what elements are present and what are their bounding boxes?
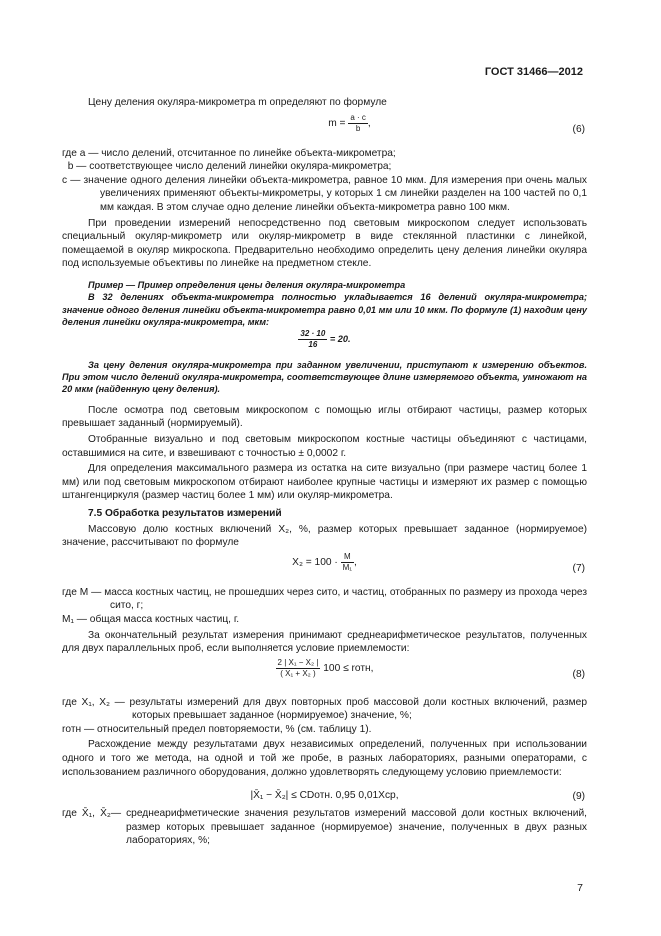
definition-desc: результаты измерений для двух повторных проб массовой доли костных включений, размер которых превышает заданное (нормируемое) значение, %;: [129, 696, 587, 722]
paragraph-selected-particles: Отобранные визуально и под световым микроскопом костные частицы объединяют с частицами, оставшимися на сите, и взвешивают с точностью ± 0,0002 г.: [62, 433, 587, 459]
definitions-4: [62, 807, 587, 848]
definition-m: [62, 586, 587, 613]
formula-9-number: (9): [572, 791, 585, 803]
definition-r: [62, 723, 587, 737]
paragraph-intro: Цену деления окуляра-микрометра m определяют по формуле: [88, 97, 387, 108]
definitions-1: [62, 147, 587, 215]
definition-term: где X₁, X₂ —: [62, 696, 130, 708]
formula-8-denominator: ( X₁ + X₂ ): [280, 668, 316, 678]
formula-9: [62, 781, 587, 807]
formula-6-lhs: m =: [328, 117, 346, 129]
formula-7-number: (7): [572, 562, 585, 574]
formula-6: [62, 113, 587, 147]
example-denominator: 16: [308, 339, 318, 349]
formula-6-denominator: b: [355, 123, 361, 133]
definition-x1-x2: [62, 696, 587, 723]
definition-x-bar: [62, 807, 587, 848]
formula-8: [62, 658, 587, 696]
example-fraction: [298, 329, 327, 350]
definition-a: [62, 147, 587, 161]
definition-b: [62, 160, 587, 174]
formula-9-body: |X̄₁ − X̄₂| ≤ CDотн. 0,95 0,01Xср,: [250, 790, 399, 802]
definition-term: c —: [62, 174, 84, 186]
paragraph-mass-fraction: Массовую долю костных включений X₂, %, размер которых превышает заданное (нормируемое) значение, рассчитывают по формуле: [62, 523, 587, 549]
formula-8-number: (8): [572, 668, 585, 680]
definition-desc: число делений, отсчитанное по линейке объекта-микрометра;: [101, 147, 396, 159]
definition-desc: соответствующее число делений линейки окуляра-микрометра;: [89, 161, 392, 173]
example-text-2: За цену деления окуляра-микрометра при заданном увеличении, приступают к измерению объектов. При этом число делений окуляра-микрометра, соответствующее длине измеряемого объекта, умножают на 20 мкм (найденную цену деления).: [62, 359, 587, 395]
section-heading: 7.5 Обработка результатов измерений: [88, 507, 282, 519]
formula-6-numerator: a · c: [350, 112, 366, 122]
formula-6-number: (6): [572, 123, 585, 135]
definition-term: b —: [67, 161, 90, 173]
formula-6-fraction: [348, 113, 368, 134]
formula-7-lhs: X₂ = 100 ·: [292, 556, 338, 568]
formula-6-tail: ,: [367, 117, 371, 129]
example-text-1: В 32 делениях объекта-микрометра полностью укладывается 16 делений окуляра-микрометра; значение одного деления линейки объекта-микрометра равно 0,01 мм или 10 мкм. По формуле (1) находим цену деления линейки окуляра-микрометра, мкм:: [62, 292, 587, 328]
definition-term: где M —: [62, 586, 105, 598]
paragraph-microscope: При проведении измерений непосредственно под световым микроскопом следует использовать специальный окуляр-микрометр или окуляр-микрометр в виде стеклянной пластинки с линейкой, помещаемой в окуляр микроскопа. Предварительно необходимо определить цену деления линейки окуляра под используемые объективы по линейке на предметном стекле.: [62, 217, 587, 270]
definition-desc: значение одного деления линейки объекта-микрометра, равное 10 мкм. Для измерения при очень малых увеличениях применяют объекты-микрометры, у которых 1 см линейки разделен на 100 частей по 0,1 мм каждая. В этом случае одно деление линейки объекта-микрометра равно 100 мкм.: [83, 174, 587, 213]
definition-desc: общая масса костных частиц, г.: [89, 613, 240, 625]
page-number: 7: [577, 882, 583, 894]
definition-desc: относительный предел повторяемости, % (см. таблицу 1).: [96, 723, 372, 735]
document-id: ГОСТ 31466—2012: [484, 66, 583, 78]
example-formula: [62, 329, 587, 359]
example-numerator: 32 · 10: [300, 328, 326, 338]
formula-8-tail: 100 ≤ rотн,: [323, 662, 374, 674]
paragraph-after-inspection: После осмотра под световым микроскопом с помощью иглы отбирают частицы, размер которых превышает заданный (нормируемый).: [62, 404, 587, 430]
paragraph-final-result: За окончательный результат измерения принимают среднеарифметическое результатов, полученных для двух параллельных проб, если выполняется условие приемлемости:: [62, 629, 587, 655]
formula-7-fraction: [341, 552, 354, 573]
paragraph-max-size: Для определения максимального размера из остатка на сите визуально (при размере частиц более 1 мм) или под световым микроскопом отбирают наиболее крупные частицы и измеряют их размер с помощью штангенциркуля (размер частиц более 1 мм) или окуляр-микрометра.: [62, 463, 587, 502]
example-result: = 20.: [329, 333, 351, 344]
definition-c: [62, 174, 587, 215]
formula-7-numerator: M: [341, 552, 354, 563]
formula-8-fraction: [276, 658, 321, 679]
page-content: [62, 96, 587, 848]
definition-m1: [62, 613, 587, 627]
definition-term: rотн —: [62, 723, 97, 735]
definitions-3: [62, 696, 587, 737]
formula-8-numerator: 2 | X₁ − X₂ |: [277, 657, 319, 667]
definition-desc: масса костных частиц, не прошедших через сито, и частиц, отобранных по размеру из прохода через сито, г;: [104, 586, 587, 612]
example-block: [62, 279, 587, 396]
definition-term: где X̄₁, X̄₂—: [62, 808, 127, 820]
definition-term: M₁ —: [62, 613, 90, 625]
formula-7: [62, 552, 587, 586]
definitions-2: [62, 586, 587, 627]
formula-7-denominator: M₁: [342, 562, 352, 572]
paragraph-discrepancy: Расхождение между результатами двух независимых определений, полученных при использовании одного и того же метода, на одной и той же пробе, в разных лабораториях, разными операторами, с использованием различного оборудования, должно удовлетворять следующему условию приемлемости:: [62, 739, 587, 778]
definition-term: где a —: [62, 147, 102, 159]
formula-7-tail: ,: [353, 556, 357, 568]
example-title: Пример — Пример определения цены деления окуляра-микрометра: [88, 279, 406, 290]
definition-desc: среднеарифметические значения результатов измерений массовой доли костных включений, размер которых превышает заданное (нормируемое) значение, полученных в двух разных лабораториях, %;: [126, 808, 587, 847]
